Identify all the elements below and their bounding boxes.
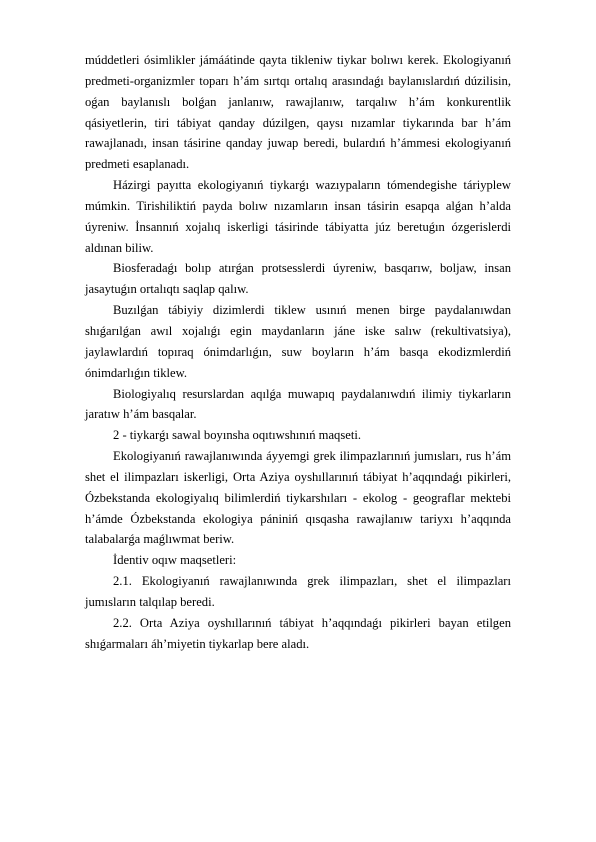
paragraph: İdentiv oqıw maqsetleri: [113,553,237,568]
document-body [85,50,511,654]
paragraph: Biosferadaǵı bolıp atırǵan protsesslerdi úyreniw, basqarıw, boljaw, insan jasaytuǵın ortalıqtı saqlap qalıw. [85,261,511,297]
paragraph: Házirgi payıtta ekologiyanıń tiykarǵı wazıypaların tómendegishe táriyplew múmkin. Tirishiliktiń payda bolıw nızamların insan tásirin esapqa alǵan h’alda úyreniw. İnsannıń xojalıq iskerligi tásirinde tábiyatta júz beretuǵın ózgerislerdi aldınan biliw. [85,178,511,255]
paragraph: Buzılǵan tábiyiy dizimlerdi tiklew usınıń menen birge paydalanıwdan shıǵarılǵan awıl xojalıǵı egin maydanların jáne iske salıw (rekultivatsiya), jaylawlardıń topıraq ónimdarlıǵın, suw boyların h’ám basqa ekodizmlerdiń ónimdarlıǵın tiklew. [85,303,511,380]
paragraph: múddetleri ósimlikler jámáátinde qayta tikleniw tiykar bolıwı kerek. Ekologiyanıń predmeti-organizmler toparı h’ám sırtqı ortalıq arasındaǵı baylanıslardıń dúzilisin, oǵan baylanıslı bolǵan janlanıw, rawajlanıw, tarqalıw h’ám konkurentlik qásiyetlerin, tiri tábiyat qanday dúzilgen, qaysı nızamlar tiykarında bar h’ám rawajlanadı, insan tásirine qanday juwap beredi, bulardıń h’ámmesi ekologiyanıń predmeti esaplanadı. [85,53,511,172]
paragraph: 2.2. Orta Aziya oyshıllarınıń tábiyat h’aqqındaǵı pikirleri bayan etilgen shıǵarmaları áh’miyetin tiykarlap bere aladı. [85,615,511,651]
paragraph: 2 - tiykarǵı sawal boyınsha oqıtıwshınıń maqseti. [113,428,361,443]
paragraph: Ekologiyanıń rawajlanıwında áyyemgi grek ilimpazlarınıń jumısları, rus h’ám shet el ilimpazları iskerligi, Orta Aziya oyshıllarınıń tábiyat h’aqqındaǵı pikirleri, Ózbekstanda ekologiyalıq bilimlerdiń tiykarshıları - ekolog - geograflar mektebi h’ámde Ózbekstanda ekologiya pániniń qısqasha rawajlanıw tariyxı h’aqqında talabalarǵa maǵlıwmat beriw. [85,449,511,547]
paragraph: Biologiyalıq resurslardan aqılǵa muwapıq paydalanıwdıń ilimiy tiykarların jaratıw h’ám basqalar. [85,386,511,422]
paragraph: 2.1. Ekologiyanıń rawajlanıwında grek ilimpazları, shet el ilimpazları jumısların talqılap beredi. [85,574,511,609]
